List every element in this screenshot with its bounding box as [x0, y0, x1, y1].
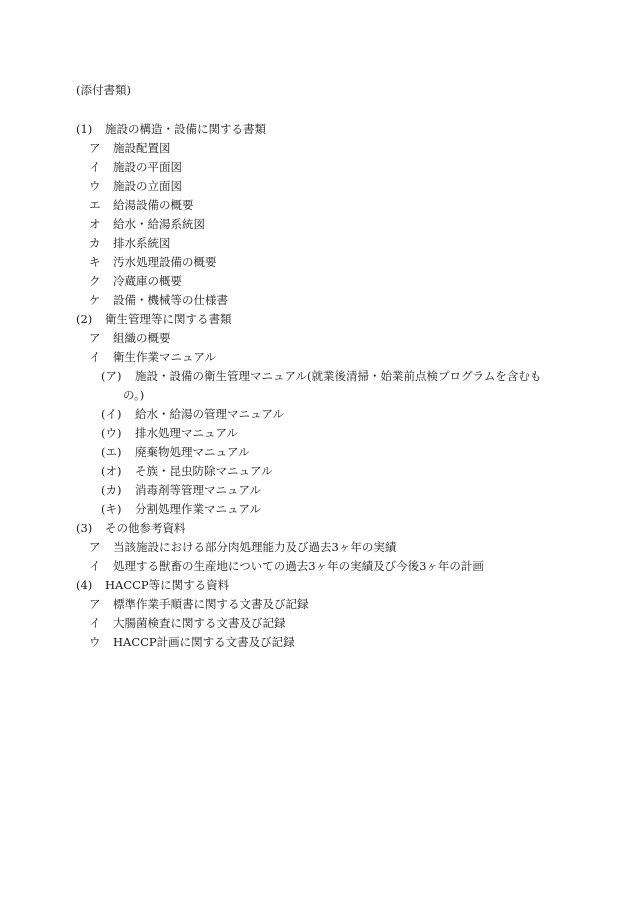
- item-text: 処理する獣畜の生産地についての過去3ヶ年の実績及び今後3ヶ年の計画: [113, 559, 484, 573]
- item-marker: ク: [89, 274, 101, 288]
- list-item: [0, 557, 630, 576]
- list-item: [0, 158, 630, 177]
- item-text: 標準作業手順書に関する文書及び記録: [113, 597, 309, 611]
- attachment-list: [0, 120, 630, 652]
- item-text: 組織の概要: [113, 331, 171, 345]
- item-text: 施設配置図: [113, 141, 171, 155]
- item-marker: ア: [89, 331, 101, 345]
- list-item: [0, 329, 630, 348]
- item-marker: ア: [89, 540, 101, 554]
- sub-list-item: [0, 424, 630, 443]
- item-text: 汚水処理設備の概要: [113, 255, 217, 269]
- item-text: 消毒剤等管理マニュアル: [135, 483, 262, 497]
- section-heading: [0, 576, 630, 595]
- item-marker: (オ): [101, 464, 122, 478]
- item-text: 分割処理作業マニュアル: [135, 502, 262, 516]
- section-heading: [0, 519, 630, 538]
- item-marker: (3): [76, 521, 93, 535]
- sub-list-item: [0, 462, 630, 481]
- list-item: [0, 253, 630, 272]
- item-text: 大腸菌検査に関する文書及び記録: [113, 616, 286, 630]
- item-marker: (1): [76, 122, 93, 136]
- item-text: そ族・昆虫防除マニュアル: [135, 464, 273, 478]
- item-marker: オ: [89, 217, 101, 231]
- item-marker: (エ): [101, 445, 122, 459]
- list-item: [0, 196, 630, 215]
- item-text: 排水系統図: [113, 236, 171, 250]
- item-text: その他参考資料: [105, 521, 186, 535]
- item-marker: (イ): [101, 407, 122, 421]
- item-marker: (キ): [101, 502, 122, 516]
- item-text: 施設の構造・設備に関する書類: [105, 122, 266, 136]
- list-item: [0, 538, 630, 557]
- list-item: [0, 633, 630, 652]
- item-text: 冷蔵庫の概要: [113, 274, 182, 288]
- list-item: [0, 215, 630, 234]
- item-text: 排水処理マニュアル: [135, 426, 239, 440]
- item-marker: イ: [89, 616, 101, 630]
- item-text: 給湯設備の概要: [113, 198, 194, 212]
- item-marker: (ウ): [101, 426, 122, 440]
- item-marker: エ: [89, 198, 101, 212]
- item-marker: イ: [89, 160, 101, 174]
- item-marker: (4): [76, 578, 93, 592]
- list-item: [0, 614, 630, 633]
- item-text: 給水・給湯の管理マニュアル: [135, 407, 285, 421]
- item-marker: ア: [89, 597, 101, 611]
- sub-list-item: [0, 500, 630, 519]
- list-item: [0, 234, 630, 253]
- item-text: 施設の立面図: [113, 179, 182, 193]
- list-item: [0, 595, 630, 614]
- item-text: HACCP計画に関する文書及び記録: [113, 635, 295, 649]
- sub-list-item: [0, 367, 630, 405]
- item-marker: (カ): [101, 483, 122, 497]
- sub-list-item: [0, 443, 630, 462]
- item-text: 衛生作業マニュアル: [113, 350, 217, 364]
- section-heading: [0, 310, 630, 329]
- item-text: 施設の平面図: [113, 160, 182, 174]
- list-item: [0, 272, 630, 291]
- item-marker: (ア): [101, 369, 122, 383]
- item-marker: カ: [89, 236, 101, 250]
- item-marker: キ: [89, 255, 101, 269]
- item-marker: ウ: [89, 635, 101, 649]
- item-text: 設備・機械等の仕様書: [113, 293, 228, 307]
- item-text: 施設・設備の衛生管理マニュアル(就業後清掃・始業前点検プログラムを含むも: [135, 369, 542, 383]
- item-marker: イ: [89, 350, 101, 364]
- item-marker: (2): [76, 312, 93, 326]
- sub-list-item: [0, 405, 630, 424]
- list-item: [0, 177, 630, 196]
- item-text: 給水・給湯系統図: [113, 217, 205, 231]
- item-text: 当該施設における部分肉処理能力及び過去3ヶ年の実績: [113, 540, 397, 554]
- attachment-header: (添付書類): [76, 83, 131, 97]
- item-text: HACCP等に関する資料: [105, 578, 230, 592]
- list-item: [0, 291, 630, 310]
- list-item: [0, 348, 630, 367]
- item-text: 衛生管理等に関する書類: [105, 312, 232, 326]
- list-item: [0, 139, 630, 158]
- item-marker: ケ: [89, 293, 101, 307]
- item-text: 廃棄物処理マニュアル: [135, 445, 250, 459]
- item-text-continuation: の。): [123, 388, 145, 402]
- item-marker: イ: [89, 559, 101, 573]
- section-heading: [0, 120, 630, 139]
- sub-list-item: [0, 481, 630, 500]
- item-marker: ア: [89, 141, 101, 155]
- item-marker: ウ: [89, 179, 101, 193]
